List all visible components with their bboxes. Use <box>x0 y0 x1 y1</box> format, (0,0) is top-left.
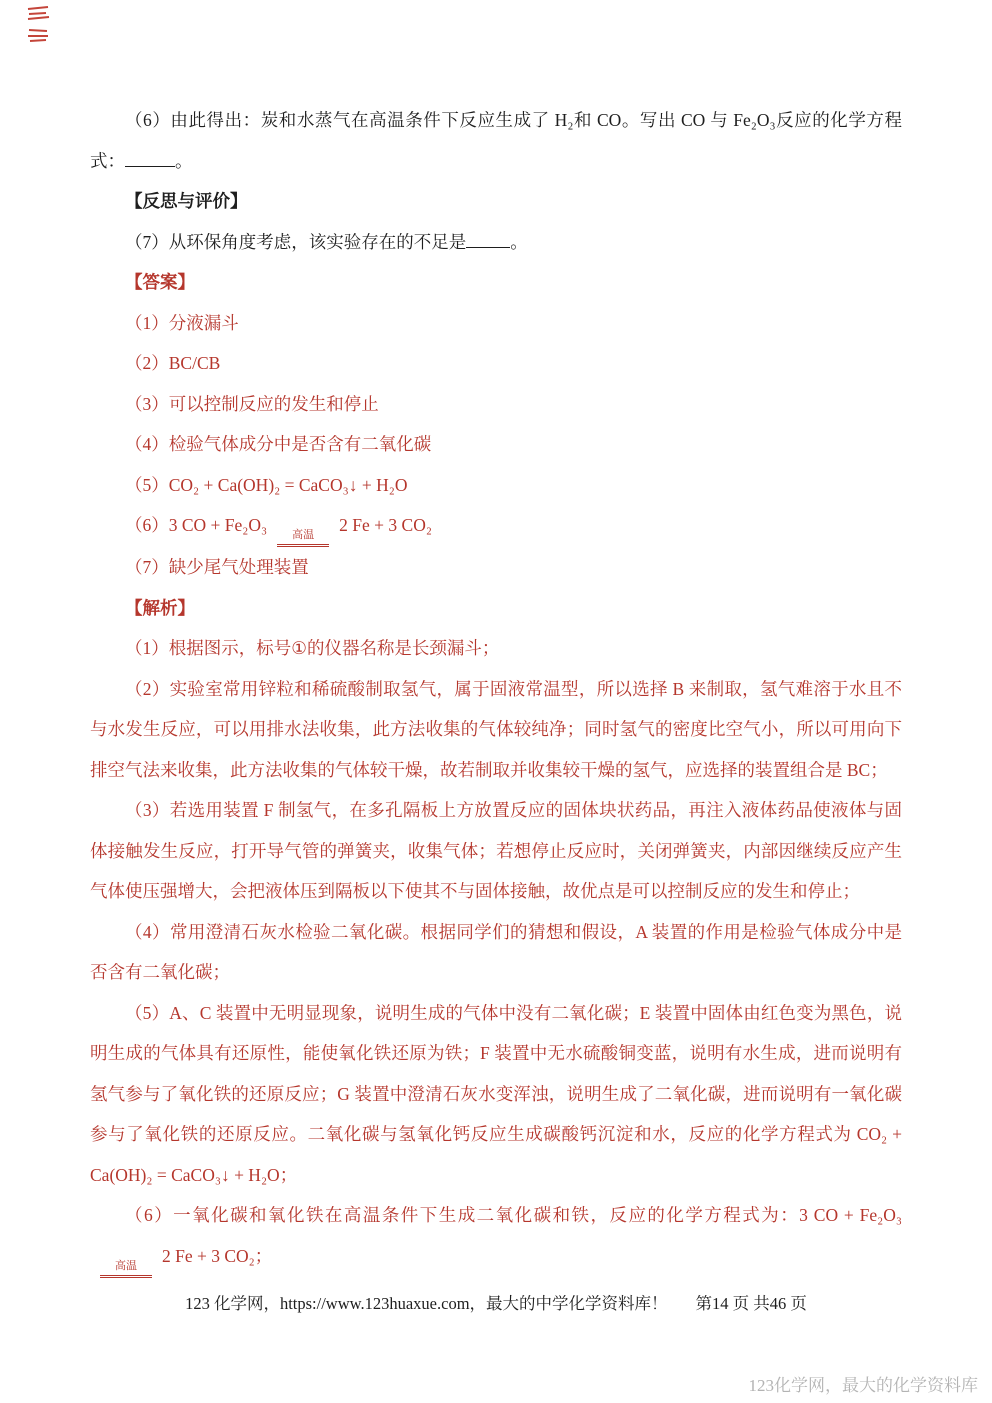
reaction-condition-label: 高温 <box>100 1260 152 1278</box>
analysis-paragraph-4: （4）常用澄清石灰水检验二氧化碳。根据同学们的猜想和假设，A 装置的作用是检验气体成分中是否含有二氧化碳； <box>90 921 902 982</box>
answer-item-2: （2）BC/CB <box>125 353 221 373</box>
answer-header: 【答案】 <box>125 272 195 292</box>
analysis-header: 【解析】 <box>125 597 195 618</box>
question-7-period: 。 <box>510 231 528 252</box>
question-7-text: （7）从环保角度考虑，该实验存在的不足是 <box>125 231 467 252</box>
analysis-paragraph-6 <box>90 1195 902 1278</box>
reaction-condition <box>277 529 329 547</box>
answer-item-1: （1）分液漏斗 <box>125 312 239 333</box>
question-6-period: 。 <box>175 150 193 171</box>
reaction-condition <box>100 1260 152 1278</box>
page-footer <box>0 1290 992 1314</box>
reaction-condition-label: 高温 <box>277 529 329 547</box>
analysis-paragraph-5: （5）A、C 装置中无明显现象，说明生成的气体中没有二氧化碳；E 装置中固体由红色变为黑色，说明生成的气体具有还原性，能使氧化铁还原为铁；F 装置中无水硫酸铜变蓝，说明有水生成，进而说明有氢气参与了氧化铁的还原反应；G 装置中澄清石灰水变浑浊，说明生成了二氧化碳，进而说明有一氧化碳参与了氧化铁的还原反应。二氧化碳与氢氧化钙反应生成碳酸钙沉淀和水，反应的化学方程式为 CO₂ + Ca(OH)₂ = CaCO₃↓ + H₂O； <box>90 1002 902 1185</box>
equation-lhs: （6）3 CO + Fe₂O₃ <box>125 515 268 535</box>
fill-in-blank <box>125 147 175 166</box>
fill-in-blank <box>466 228 510 247</box>
reflection-header: 【反思与评价】 <box>125 191 248 211</box>
equation-lhs: （6）一氧化碳和氧化铁在高温条件下生成二氧化碳和铁，反应的化学方程式为：3 CO + Fe₂O₃ <box>125 1205 902 1225</box>
analysis-paragraph-1: （1）根据图示，标号①的仪器名称是长颈漏斗； <box>125 638 500 658</box>
answer-item-6 <box>90 505 902 547</box>
question-6-text: （6）由此得出：炭和水蒸气在高温条件下反应生成了 H₂和 CO。写出 CO 与 Fe₂O₃反应的化学方程式： <box>90 110 902 171</box>
question-7 <box>90 222 902 263</box>
answer-item-5: （5）CO₂ + Ca(OH)₂ = CaCO₃↓ + H₂O <box>125 474 408 495</box>
answer-item-7: （7）缺少尾气处理装置 <box>125 557 309 577</box>
answer-item-4: （4）检验气体成分中是否含有二氧化碳 <box>125 434 432 454</box>
footer-page-number: 第14 页 共46 页 <box>695 1294 807 1313</box>
footer-site-text: 123 化学网，https://www.123huaxue.com，最大的中学化学资料库！ <box>185 1294 668 1313</box>
equation-rhs: 2 Fe + 3 CO₂ <box>339 515 432 535</box>
analysis-paragraph-2: （2）实验室常用锌粒和稀硫酸制取氢气，属于固液常温型，所以选择 B 来制取，氢气难溶于水且不与水发生反应，可以用排水法收集，此方法收集的气体较纯净；同时氢气的密度比空气小，所以可用向下排空气法来收集，此方法收集的气体较干燥，故若制取并收集较干燥的氢气，应选择的装置组合是 BC； <box>90 678 902 780</box>
equation-rhs: 2 Fe + 3 CO₂； <box>162 1245 273 1266</box>
watermark-text: 123化学网，最大的化学资料库 <box>748 1376 978 1395</box>
analysis-paragraph-3: （3）若选用装置 F 制氢气，在多孔隔板上方放置反应的固体块状药品，再注入液体药品使液体与固体接触发生反应，打开导气管的弹簧夹，收集气体；若想停止反应时，关闭弹簧夹，内部因继续反应产生气体使压强增大，会把液体压到隔板以下使其不与固体接触，故优点是可以控制反应的发生和停止； <box>90 800 902 901</box>
answer-item-3: （3）可以控制反应的发生和停止 <box>125 393 379 414</box>
question-6 <box>90 100 902 181</box>
